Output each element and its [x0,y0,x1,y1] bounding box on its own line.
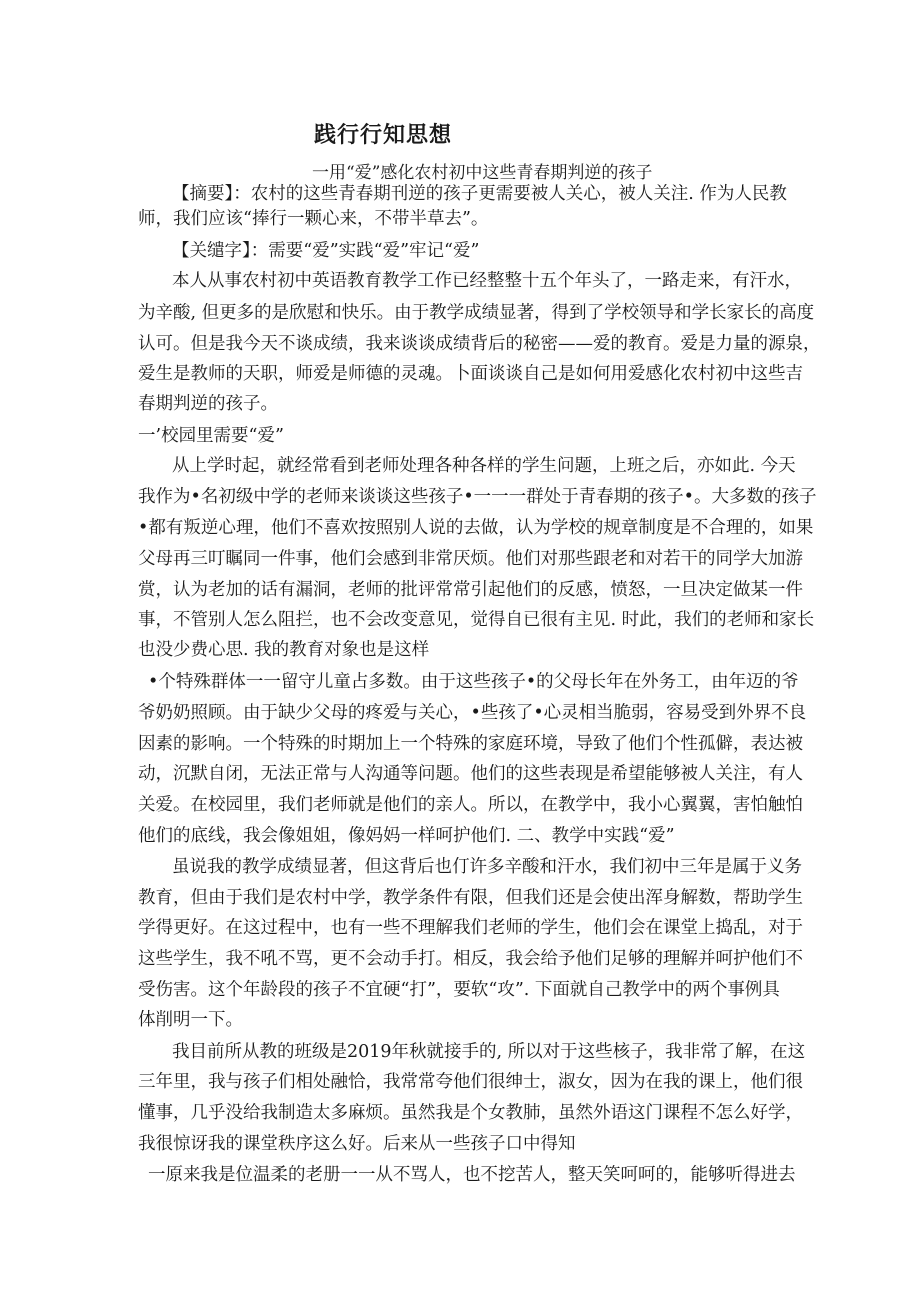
text-line: 我很惊讶我的课堂秩序这么好。后来从一些孩子口中得知 [138,1134,576,1154]
section-heading: 一’校园里需要“爱” [138,426,284,446]
text-line: 我作为•名初级中学的老师来谈谈这些孩子•一一一群处于青春期的孩子•。大多数的孩子 [138,487,817,507]
text-line: 教育，但由于我们是农村中学，教学条件有限，但我们还是会使出浑身解数，帮助学生 [138,888,803,908]
text-line: 爷奶奶照顾。由于缺少父母的疼爱与关心，•些孩了•心灵相当脆弱，容易受到外界不良 [138,703,807,723]
text-line: 【关缱字】：需要“爱”实践“爱”牢记“爱” [172,241,480,261]
text-line: 本人从事农村初中英语教育教学工作已经整整十五个年头了，一路走来，有汗水， [172,271,802,291]
page-subtitle: 一用“爱”感化农村初中这些青春期判逆的孩子 [312,163,653,183]
text-line: •都有叛逆心理，他们不喜欢按照别人说的去做，认为学校的规章制度是不合理的，如果 [138,518,814,538]
text-line: 一原来我是位温柔的老册一一从不骂人，也不挖苦人，整天笑呵呵的，能够听得进去 [148,1165,796,1185]
text-line: 为辛酸, 但更多的是欣慰和快乐。由于教学成绩显著，得到了学校领导和学长家长的高度 [138,303,815,323]
page-title: 践行行知思想 [314,123,453,148]
text-line: 懂事，几乎没给我制造太多麻烦。虽然我是个女教肺，虽然外语这门课程不怎么好学， [138,1103,803,1123]
text-line: 这些学生，我不吼不骂，更不会动手打。相反，我会给予他们足够的理解并呵护他们不 [138,949,803,969]
text-line: 师，我们应该“捧行一颗心来，不带半草去”。 [138,209,489,229]
text-line: 赏，认为老加的话有漏洞，老师的批评常常引起他们的反感，愤怒，一旦决定做某一件 [138,580,803,600]
text-line: 体削明一下。 [138,1010,243,1030]
text-line: 受伤害。这个年龄段的孩子不宜硬“打”，要软“攻”. 下面就自己教学中的两个事例具 [138,980,780,1000]
text-line: 因素的影响。一个特殊的时期加上一个特殊的家庭环境，导致了他们个性孤僻，表达被 [138,734,803,754]
text-line: 父母再三叮瞩同一件事，他们会感到非常厌烦。他们对那些跟老和对若干的同学大加游 [138,549,803,569]
text-line: 事，不管别人怎么阻拦，也不会改变意见，觉得自已很有主见. 时此，我们的老师和家长 [138,610,815,630]
text-line: 我目前所从教的班级是2019年秋就接手的, 所以对于这些核子，我非常了解，在这 [172,1042,806,1062]
text-line: 他们的底线，我会像姐姐，像妈妈一样呵护他们. 二、教学中实践“爱” [138,826,675,846]
text-line: 春期判逆的孩子。 [138,394,278,414]
text-line: 也没少费心思. 我的教育对象也是这样 [138,640,430,660]
text-line: 【摘要】：农村的这些青春期刊逆的孩子更需要被人关心，被人关注. 作为人民教 [172,184,787,204]
text-line: 虽说我的教学成绩显著，但这背后也仃许多辛酸和汗水，我们初中三年是属于义务 [172,857,802,877]
text-line: 动，沉默自闭，无法正常与人沟通等问题。他们的这些表现是希望能够被人关注，有人 [138,764,803,784]
text-line: 爱生是教师的天职，师爱是师德的灵魂。卜面谈谈自己是如何用爱感化农村初中这些吉 [138,364,803,384]
text-line: 关爱。在校园里，我们老师就是他们的亲人。所以，在教学中，我小心翼翼，害怕触怕 [138,795,803,815]
text-line: 三年里，我与孩子们相处融恰，我常常夸他们很绅士，淑女，因为在我的课上，他们很 [138,1072,803,1092]
text-line: 认可。但是我今天不谈成绩，我来谈谈成绩背后的秘密——爱的教育。爱是力量的源泉， [138,334,821,354]
text-line: 从上学时起，就经常看到老师处理各种各样的学生问题，上班之后，亦如此. 今天 [172,456,796,476]
text-line: •个特殊群体一一留守儿童占多数。由于这些孩子•的父母长年在外务工，由年迈的爷 [148,672,799,692]
text-line: 学得更好。在这过程中，也有一些不理解我们老师的学生，他们会在课堂上捣乱，对于 [138,918,803,938]
